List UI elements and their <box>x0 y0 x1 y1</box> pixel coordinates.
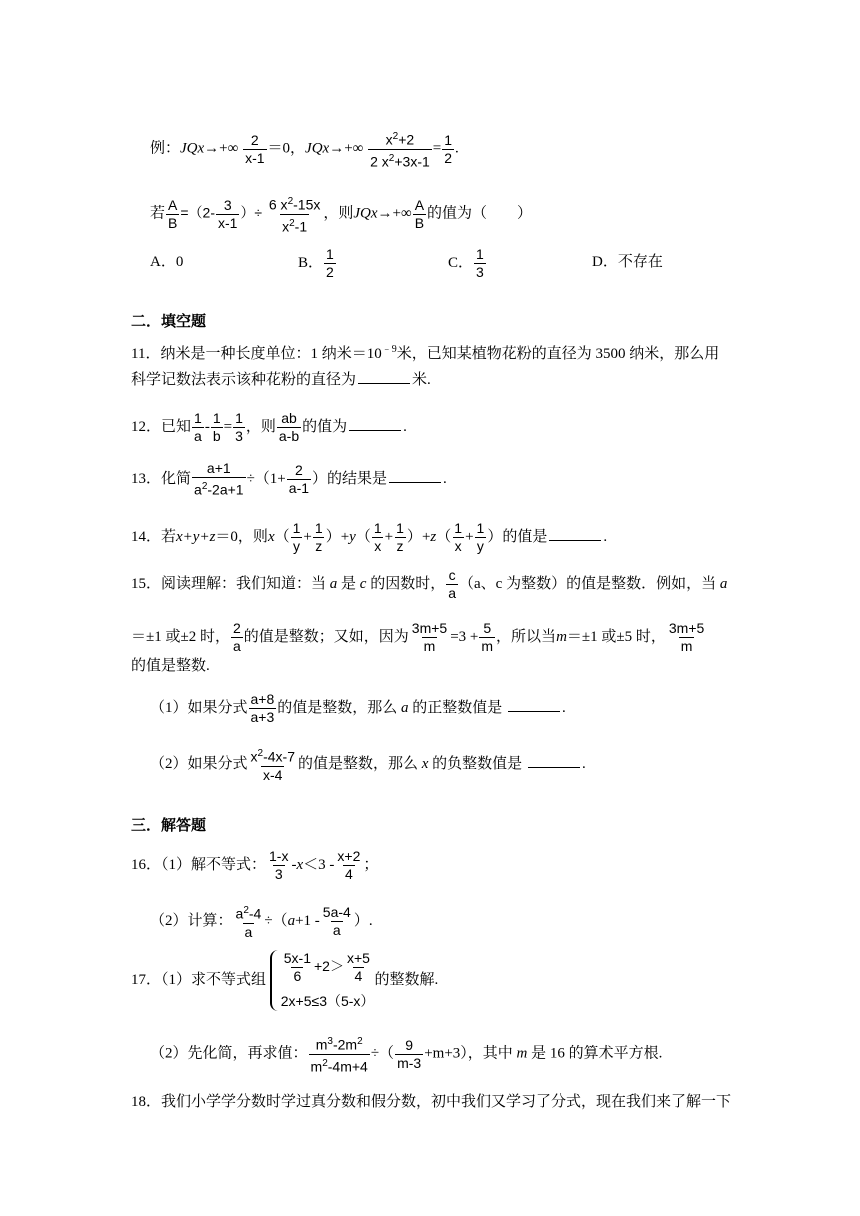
q11-line1: 11．纳米是一种长度单位：1 纳米$=10^{﹣9}$米，已知某植物花粉的直径为 3500 纳米，那么用 <box>131 344 720 362</box>
q11-line2: 科学记数法表示该种花粉的直径为 米. <box>131 369 431 390</box>
fraction: $\frac{x^2+2}{2 x^2+3x-1}$ <box>370 131 430 170</box>
q15-line2: ＝±1 或±2 时， $\frac{2}{a}$ 的值是整数；又如，因为 $\frac{3m+5}{m}$ =3 + $\frac{5}{m}$ ，所以当m＝±1 或±5 时， $\frac{3m+5}{m}$ <box>131 620 705 654</box>
example-prefix: 例： <box>150 140 181 157</box>
section-heading-solve: 三．解答题 <box>131 818 207 834</box>
text: 若 <box>150 205 166 222</box>
text: ＝0， <box>267 140 306 157</box>
q17-sub1: 17．（1）求不等式组 $\frac{5x-1}{6}$ +2＞ $\frac{x+5}{4}$ 2x+5≤3（5-x） 的整数解. <box>131 950 439 1009</box>
arrow-to-infinity: →+∞ <box>204 140 239 157</box>
q13-line: 13．化简 $\frac{a+1}{a^2-2a+1}$ ÷（1+ $\frac{2}{a-1}$ ）的结果是 . <box>131 460 447 498</box>
q15-sub1: （1）如果分式 $\frac{a+8}{a+3}$ 的值是整数，那么 a 的正整数值是 . <box>150 691 566 725</box>
fraction: $\frac{1}{2}$ <box>444 131 453 166</box>
q10-example-line <box>150 128 459 170</box>
answer-blank[interactable] <box>349 416 401 431</box>
arrow-to-infinity: →+∞ <box>329 140 364 157</box>
q18-line: 18．我们小学学分数时学过真分数和假分数，初中我们又学习了分式，现在我们来了解一下 <box>131 1094 732 1110</box>
q15-line1: 15．阅读理解：我们知道：当 a 是 c 的因数时， $\frac{c}{a}$ （a、c 为整数）的值是整数．例如，当 a <box>131 567 728 601</box>
q17-sub2: （2）先化简，再求值： $\frac{m^3-2m^2}{m^2-4m+4}$ ÷（ $\frac{9}{m-3}$ +m+3），其中 m 是 16 的算术平方根. <box>150 1036 663 1075</box>
option-a: A．0 <box>150 254 184 270</box>
arrow-to-infinity: →+∞ <box>377 205 412 222</box>
answer-blank[interactable] <box>549 526 601 541</box>
option-b: B． $\frac{1}{2}$ <box>298 246 334 280</box>
fraction: $\frac{A}{B}$ <box>168 196 178 231</box>
text: 的值为（ ） <box>427 205 533 222</box>
text: = <box>432 140 442 157</box>
fraction: $\frac{A}{B}$ <box>414 196 425 231</box>
limit-notation: JQx <box>353 205 378 222</box>
q12-line: 12．已知 $\frac{1}{a}$ - $\frac{1}{b}$ = $\frac{1}{3}$ ，则 $\frac{ab}{a-b}$ 的值为 . <box>131 410 407 444</box>
inequality-system: $\frac{5x-1}{6}$ +2＞ $\frac{x+5}{4}$ 2x+5≤3（5-x） <box>270 950 375 1011</box>
text: ，则 <box>323 205 354 222</box>
fraction: $\frac{2}{x-1}$ <box>245 131 265 166</box>
q16-sub2: （2）计算： $\frac{a^2-4}{a}$ ÷（a+1 - $\frac{5a-4}{a}$ ）. <box>150 903 373 940</box>
fraction: $\frac{6 x^2-15x}{x^2-1}$ <box>268 196 321 235</box>
answer-blank[interactable] <box>508 697 560 712</box>
q16-sub1: 16．（1）解不等式： $\frac{1-x}{3}$ -x＜3 - $\frac{x+2}{4}$ ； <box>131 848 379 882</box>
answer-blank[interactable] <box>358 369 410 384</box>
answer-blank[interactable] <box>528 753 580 768</box>
q10-condition-line <box>150 193 532 235</box>
text: . <box>455 140 459 157</box>
answer-blank[interactable] <box>389 468 441 483</box>
q14-line: 14．若x+y+z＝0，则x（ $\frac{1}{y}$ + $\frac{1}{z}$ ）+y（ $\frac{1}{x}$ + $\frac{1}{z}$ ）+z（ $\frac{1}{x}$ + $\frac{1}{y}$ ）的值是 . <box>131 520 608 554</box>
text: ）÷ <box>240 204 263 221</box>
q15-line3: 的值是整数. <box>131 658 210 674</box>
q15-sub2: （2）如果分式 $\frac{x^2-4x-7}{x-4}$ 的值是整数，那么 x 的负整数值是 . <box>150 748 586 783</box>
limit-notation: JQx <box>305 140 330 157</box>
limit-notation: JQx <box>180 140 205 157</box>
option-c: C． $\frac{1}{3}$ <box>448 246 484 280</box>
option-d: D．不存在 <box>592 254 663 270</box>
fraction: $\frac{3}{x-1}$ <box>217 196 238 231</box>
text: =（2- <box>180 204 215 221</box>
section-heading-fill-in: 二．填空题 <box>131 314 207 330</box>
